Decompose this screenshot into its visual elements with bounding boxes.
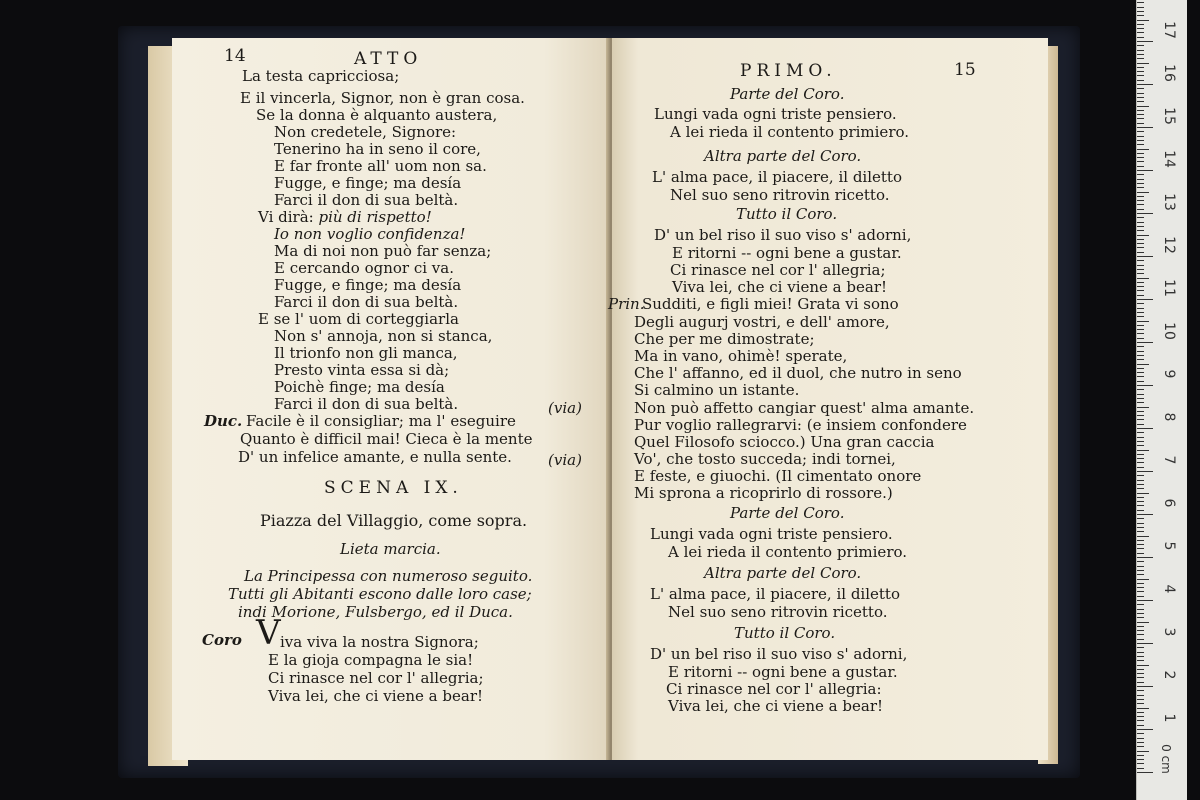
verse-line: E se l' uom di corteggiarla xyxy=(258,310,459,328)
ruler-tick xyxy=(1137,101,1144,102)
ruler-tick xyxy=(1137,467,1144,468)
ruler-tick xyxy=(1137,265,1144,266)
verse-line: Tenerino ha in seno il core, xyxy=(274,140,481,158)
ruler-tick xyxy=(1137,256,1153,257)
ruler-tick xyxy=(1137,523,1144,524)
verse-line: D' un infelice amante, e nulla sente. xyxy=(238,448,512,466)
ruler-number: 13 xyxy=(1161,193,1177,211)
ruler-tick xyxy=(1137,226,1144,227)
ruler-tick xyxy=(1137,536,1149,537)
ruler-tick xyxy=(1137,118,1144,119)
ruler-tick xyxy=(1137,591,1144,592)
ruler-tick xyxy=(1137,634,1144,635)
left-page xyxy=(172,38,610,760)
verse-line: Lungi vada ogni triste pensiero. xyxy=(654,105,897,123)
ruler-tick xyxy=(1137,364,1149,365)
ruler-tick xyxy=(1137,389,1144,390)
ruler-tick xyxy=(1137,587,1144,588)
ruler-tick xyxy=(1137,553,1144,554)
verse-line: Ma in vano, ohimè! sperate, xyxy=(634,347,848,365)
ruler-tick xyxy=(1137,308,1144,309)
ruler-tick xyxy=(1137,140,1144,141)
ruler-tick xyxy=(1137,252,1144,253)
ruler-tick xyxy=(1137,179,1144,180)
ruler-tick xyxy=(1137,161,1144,162)
ruler-tick xyxy=(1137,303,1144,304)
verse-line: Degli augurj vostri, e dell' amore, xyxy=(634,313,890,331)
ruler-tick xyxy=(1137,273,1144,274)
ruler-tick xyxy=(1137,742,1144,743)
ruler-tick xyxy=(1137,247,1144,248)
ruler-tick xyxy=(1137,424,1144,425)
verse-line: D' un bel riso il suo viso s' adorni, xyxy=(654,226,912,244)
stage-direction-exit: (via) xyxy=(548,451,582,469)
chorus-heading: Altra parte del Coro. xyxy=(704,147,862,165)
ruler-number: 10 xyxy=(1161,322,1177,340)
ruler-tick xyxy=(1137,604,1144,605)
ruler-tick xyxy=(1137,716,1144,717)
ruler-tick xyxy=(1137,32,1144,33)
ruler-tick xyxy=(1137,441,1144,442)
verse-line: Viva lei, che ci viene a bear! xyxy=(268,687,484,705)
ruler-tick xyxy=(1137,540,1144,541)
ruler-tick xyxy=(1137,222,1144,223)
ruler-tick xyxy=(1137,166,1144,167)
ruler-tick xyxy=(1137,600,1153,601)
ruler-number: 3 xyxy=(1161,627,1177,637)
ruler-tick xyxy=(1137,110,1144,111)
ruler-tick xyxy=(1137,187,1144,188)
ruler-tick xyxy=(1137,419,1144,420)
ruler-tick xyxy=(1137,652,1144,653)
ruler-number: 7 xyxy=(1161,455,1177,465)
ruler-tick xyxy=(1137,278,1149,279)
verse-line: Non credetele, Signore: xyxy=(274,123,457,141)
ruler-tick xyxy=(1137,15,1144,16)
ruler-tick xyxy=(1137,647,1144,648)
ruler-tick xyxy=(1137,282,1144,283)
ruler-tick xyxy=(1137,626,1144,627)
ruler-tick xyxy=(1137,437,1144,438)
verse-line: Non s' annoja, non si stanca, xyxy=(274,327,493,345)
ruler-tick xyxy=(1137,656,1144,657)
verse-line: Viva lei, che ci viene a bear! xyxy=(672,278,888,296)
ruler-tick xyxy=(1137,488,1144,489)
ruler-tick xyxy=(1137,149,1149,150)
verse-line: L' alma pace, il piacere, il diletto xyxy=(650,585,900,603)
ruler-number: 8 xyxy=(1161,412,1177,422)
ruler-tick xyxy=(1137,45,1144,46)
ruler-tick xyxy=(1137,106,1149,107)
ruler-tick xyxy=(1137,342,1153,343)
ruler-tick xyxy=(1137,617,1144,618)
music-direction: Lieta marcia. xyxy=(340,540,441,558)
ruler-tick xyxy=(1137,50,1144,51)
ruler-tick xyxy=(1137,213,1153,214)
verse-line: Mi sprona a ricoprirlo di rossore.) xyxy=(634,484,893,502)
ruler-tick xyxy=(1137,475,1144,476)
ruler-tick xyxy=(1137,230,1144,231)
verse-italic: più di rispetto! xyxy=(318,208,432,226)
ruler-tick xyxy=(1137,596,1144,597)
verse-line: Si calmino un istante. xyxy=(634,381,800,399)
ruler-tick xyxy=(1137,174,1144,175)
verse-line: Che l' affanno, ed il duol, che nutro in seno xyxy=(634,364,962,382)
ruler-tick xyxy=(1137,28,1144,29)
ruler-tick xyxy=(1137,58,1144,59)
ruler-number: 11 xyxy=(1161,279,1177,297)
verse-line: La testa capricciosa; xyxy=(242,67,400,85)
ruler-tick xyxy=(1137,660,1144,661)
verse-line xyxy=(258,209,432,226)
ruler-tick xyxy=(1137,471,1153,472)
ruler-tick xyxy=(1137,355,1144,356)
chorus-heading: Altra parte del Coro. xyxy=(704,564,862,582)
ruler-tick xyxy=(1137,514,1153,515)
ruler-tick xyxy=(1137,462,1144,463)
ruler-tick xyxy=(1137,136,1144,137)
ruler-tick xyxy=(1137,458,1144,459)
ruler-tick xyxy=(1137,746,1144,747)
ruler-tick xyxy=(1137,333,1144,334)
ruler-tick xyxy=(1137,20,1149,21)
verse-line: E cercando ognor ci va. xyxy=(274,259,454,277)
page-number: 14 xyxy=(224,46,246,66)
ruler-number: 2 xyxy=(1161,670,1177,680)
verse-line: A lei rieda il contento primiero. xyxy=(670,123,910,141)
ruler-tick xyxy=(1137,501,1144,502)
verse-line: Poichè finge; ma desía xyxy=(274,378,445,396)
ruler-tick xyxy=(1137,402,1144,403)
ruler-tick xyxy=(1137,527,1144,528)
ruler-tick xyxy=(1137,376,1144,377)
ruler-tick xyxy=(1137,183,1144,184)
ruler-tick xyxy=(1137,37,1144,38)
ruler-tick xyxy=(1137,484,1144,485)
ruler-tick xyxy=(1137,579,1149,580)
verse-line: E ritorni -- ogni bene a gustar. xyxy=(672,244,902,262)
ruler-tick xyxy=(1137,639,1144,640)
running-head: PRIMO. xyxy=(740,61,837,81)
ruler-tick xyxy=(1137,351,1144,352)
ruler-tick xyxy=(1137,200,1144,201)
verse-line: Pur voglio rallegrarvi: (e insiem confondere xyxy=(634,416,967,434)
verse-line: Quanto è difficil mai! Cieca è la mente xyxy=(240,430,533,448)
ruler-tick xyxy=(1137,260,1144,261)
ruler-number: 1 xyxy=(1161,713,1177,723)
ruler-tick xyxy=(1137,583,1144,584)
ruler-tick xyxy=(1137,497,1144,498)
ruler-tick xyxy=(1137,329,1144,330)
ruler-tick xyxy=(1137,768,1144,769)
ruler-number: 12 xyxy=(1161,236,1177,254)
speaker-principessa: Prin. xyxy=(608,295,645,313)
verse-line: Il trionfo non gli manca, xyxy=(274,344,458,362)
ruler-tick xyxy=(1137,682,1144,683)
ruler-tick xyxy=(1137,609,1144,610)
ruler-tick xyxy=(1137,316,1144,317)
ruler-tick xyxy=(1137,428,1153,429)
ruler-tick xyxy=(1137,153,1144,154)
ruler-tick xyxy=(1137,114,1144,115)
ruler-tick xyxy=(1137,359,1144,360)
verse-line: A lei rieda il contento primiero. xyxy=(668,543,908,561)
ruler-tick xyxy=(1137,480,1144,481)
verse-line: Vo', che tosto succeda; indi tornei, xyxy=(634,450,896,468)
ruler-tick xyxy=(1137,613,1144,614)
drop-cap: V xyxy=(256,613,281,653)
verse-line: Ci rinasce nel cor l' allegria; xyxy=(268,669,484,687)
ruler-tick xyxy=(1137,505,1144,506)
ruler-tick xyxy=(1137,669,1144,670)
ruler-tick xyxy=(1137,733,1144,734)
ruler-tick xyxy=(1137,144,1144,145)
ruler-number: 14 xyxy=(1161,150,1177,168)
verse-line: L' alma pace, il piacere, il diletto xyxy=(652,168,902,186)
ruler-tick xyxy=(1137,548,1144,549)
verse-line: Viva lei, che ci viene a bear! xyxy=(668,697,884,715)
verse-line: E feste, e giuochi. (Il cimentato onore xyxy=(634,467,922,485)
ruler-tick xyxy=(1137,450,1149,451)
ruler-tick xyxy=(1137,24,1144,25)
chorus-heading: Tutto il Coro. xyxy=(736,205,838,223)
ruler-tick xyxy=(1137,80,1144,81)
ruler-number: 5 xyxy=(1161,541,1177,551)
ruler-tick xyxy=(1137,703,1144,704)
verse-line: Sudditi, e figli miei! Grata vi sono xyxy=(642,295,899,313)
ruler-tick xyxy=(1137,643,1153,644)
verse-line: Io non voglio confidenza! xyxy=(274,225,466,243)
running-head: ATTO xyxy=(354,49,423,69)
ruler-tick xyxy=(1137,544,1144,545)
ruler-tick xyxy=(1137,209,1144,210)
verse-line: E il vincerla, Signor, non è gran cosa. xyxy=(240,89,525,107)
ruler-tick xyxy=(1137,630,1144,631)
ruler-tick xyxy=(1137,84,1153,85)
ruler-tick xyxy=(1137,192,1149,193)
verse-line: E la gioja compagna le sia! xyxy=(268,651,474,669)
verse-line: Fugge, e finge; ma desía xyxy=(274,276,462,294)
scene-setting: Piazza del Villaggio, come sopra. xyxy=(260,511,528,530)
ruler-unit: 0 cm xyxy=(1158,744,1173,774)
speaker-coro: Coro xyxy=(202,631,242,649)
ruler-tick xyxy=(1137,239,1144,240)
verse-line: Farci il don di sua beltà. xyxy=(274,395,459,413)
ruler-tick xyxy=(1137,295,1144,296)
ruler-tick xyxy=(1137,677,1144,678)
measuring-ruler xyxy=(1136,0,1187,800)
ruler-number: 6 xyxy=(1161,498,1177,508)
chorus-heading: Tutto il Coro. xyxy=(734,624,836,642)
ruler-number: 9 xyxy=(1161,369,1177,379)
ruler-number: 17 xyxy=(1161,21,1177,39)
ruler-tick xyxy=(1137,299,1153,300)
verse-text: Vi dirà: xyxy=(258,208,319,226)
ruler-tick xyxy=(1137,665,1149,666)
scene-heading: SCENA IX. xyxy=(324,478,463,498)
ruler-tick xyxy=(1137,63,1149,64)
ruler-tick xyxy=(1137,368,1144,369)
ruler-tick xyxy=(1137,346,1144,347)
ruler-tick xyxy=(1137,123,1144,124)
ruler-tick xyxy=(1137,445,1144,446)
ruler-tick xyxy=(1137,699,1144,700)
ruler-tick xyxy=(1137,493,1149,494)
ruler-tick xyxy=(1137,196,1144,197)
chorus-heading: Parte del Coro. xyxy=(730,504,845,522)
ruler-tick xyxy=(1137,157,1144,158)
ruler-tick xyxy=(1137,7,1144,8)
ruler-tick xyxy=(1137,372,1144,373)
ruler-tick xyxy=(1137,720,1144,721)
ruler-tick xyxy=(1137,695,1144,696)
ruler-tick xyxy=(1137,11,1144,12)
ruler-tick xyxy=(1137,88,1144,89)
ruler-tick xyxy=(1137,738,1144,739)
verse-line: Ci rinasce nel cor l' allegria: xyxy=(666,680,882,698)
verse-line: Nel suo seno ritrovin ricetto. xyxy=(668,603,888,621)
verse-line: Farci il don di sua beltà. xyxy=(274,293,459,311)
speaker-duca: Duc. xyxy=(204,412,243,430)
ruler-tick xyxy=(1137,411,1144,412)
right-page xyxy=(608,38,1048,760)
verse-line: iva viva la nostra Signora; xyxy=(280,633,479,651)
ruler-tick xyxy=(1137,290,1144,291)
stage-direction-exit: (via) xyxy=(548,399,582,417)
verse-line: Facile è il consigliar; ma l' eseguire xyxy=(246,412,516,430)
ruler-tick xyxy=(1137,394,1144,395)
ruler-tick xyxy=(1137,338,1144,339)
ruler-tick xyxy=(1137,712,1144,713)
ruler-tick xyxy=(1137,93,1144,94)
ruler-number: 4 xyxy=(1161,584,1177,594)
ruler-tick xyxy=(1137,204,1144,205)
ruler-tick xyxy=(1137,325,1144,326)
ruler-tick xyxy=(1137,286,1144,287)
page-number: 15 xyxy=(954,60,976,80)
ruler-tick xyxy=(1137,269,1144,270)
verse-line: Ma di noi non può far senza; xyxy=(274,242,492,260)
verse-line: Fugge, e finge; ma desía xyxy=(274,174,462,192)
ruler-tick xyxy=(1137,622,1149,623)
ruler-tick xyxy=(1137,729,1153,730)
verse-line: Se la donna è alquanto austera, xyxy=(256,106,498,124)
ruler-tick xyxy=(1137,690,1144,691)
ruler-tick xyxy=(1137,407,1149,408)
ruler-tick xyxy=(1137,170,1153,171)
ruler-tick xyxy=(1137,561,1144,562)
ruler-tick xyxy=(1137,75,1144,76)
stage-direction: indi Morione, Fulsbergo, ed il Duca. xyxy=(238,603,513,621)
ruler-tick xyxy=(1137,725,1144,726)
ruler-tick xyxy=(1137,518,1144,519)
ruler-tick xyxy=(1137,772,1153,773)
ruler-tick xyxy=(1137,243,1144,244)
ruler-tick xyxy=(1137,673,1144,674)
ruler-tick xyxy=(1137,131,1144,132)
ruler-tick xyxy=(1137,454,1144,455)
ruler-tick xyxy=(1137,235,1149,236)
verse-line: E ritorni -- ogni bene a gustar. xyxy=(668,663,898,681)
verse-line: Che per me dimostrate; xyxy=(634,330,815,348)
ruler-tick xyxy=(1137,759,1144,760)
ruler-number: 15 xyxy=(1161,107,1177,125)
ruler-tick xyxy=(1137,531,1144,532)
ruler-tick xyxy=(1137,385,1153,386)
ruler-tick xyxy=(1137,570,1144,571)
ruler-tick xyxy=(1137,127,1153,128)
verse-line: Quel Filosofo sciocco.) Una gran caccia xyxy=(634,433,935,451)
ruler-tick xyxy=(1137,71,1144,72)
ruler-tick xyxy=(1137,321,1149,322)
verse-line: Non può affetto cangiar quest' alma amante. xyxy=(634,399,975,417)
ruler-tick xyxy=(1137,415,1144,416)
ruler-tick xyxy=(1137,381,1144,382)
chorus-heading: Parte del Coro. xyxy=(730,85,845,103)
ruler-tick xyxy=(1137,574,1144,575)
verse-line: Presto vinta essa si dà; xyxy=(274,361,450,379)
verse-line: Ci rinasce nel cor l' allegria; xyxy=(670,261,886,279)
stage-direction: La Principessa con numeroso seguito. xyxy=(244,567,533,585)
verse-line: E far fronte all' uom non sa. xyxy=(274,157,487,175)
ruler-tick xyxy=(1137,432,1144,433)
ruler-tick xyxy=(1137,312,1144,313)
ruler-number: 16 xyxy=(1161,64,1177,82)
ruler-tick xyxy=(1137,41,1153,42)
ruler-tick xyxy=(1137,510,1144,511)
verse-line: Lungi vada ogni triste pensiero. xyxy=(650,525,893,543)
ruler-tick xyxy=(1137,755,1144,756)
ruler-tick xyxy=(1137,686,1153,687)
ruler-tick xyxy=(1137,751,1149,752)
ruler-tick xyxy=(1137,566,1144,567)
ruler-tick xyxy=(1137,54,1144,55)
ruler-tick xyxy=(1137,67,1144,68)
ruler-tick xyxy=(1137,217,1144,218)
verse-line: Nel suo seno ritrovin ricetto. xyxy=(670,186,890,204)
ruler-tick xyxy=(1137,557,1153,558)
ruler-tick xyxy=(1137,763,1144,764)
ruler-tick xyxy=(1137,708,1149,709)
verse-line: Farci il don di sua beltà. xyxy=(274,191,459,209)
ruler-tick xyxy=(1137,2,1144,3)
verse-line: D' un bel riso il suo viso s' adorni, xyxy=(650,645,908,663)
ruler-tick xyxy=(1137,97,1144,98)
ruler-tick xyxy=(1137,398,1144,399)
stage-direction: Tutti gli Abitanti escono dalle loro case; xyxy=(228,585,532,603)
